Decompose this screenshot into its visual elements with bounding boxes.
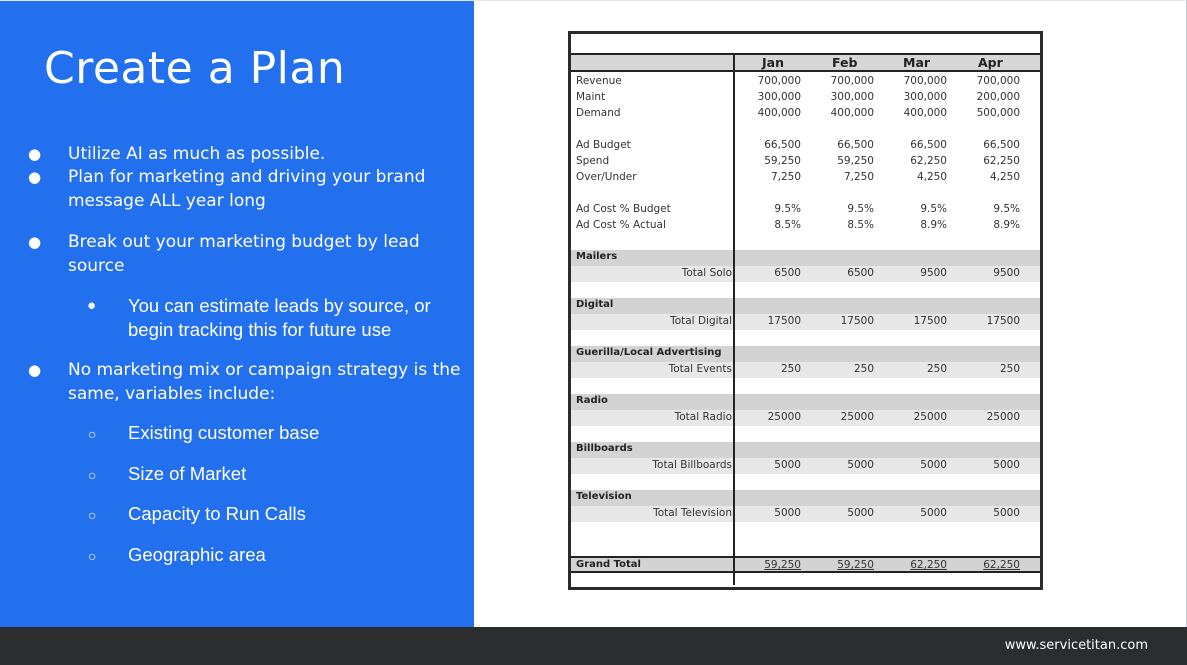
category-row-television: Television — [571, 490, 1040, 506]
bullet-dot-icon: ● — [28, 233, 42, 251]
sub-bullet-item: ○ Existing customer base — [128, 421, 473, 445]
bullet-circle-icon: ○ — [88, 548, 97, 564]
month-header: Mar — [903, 55, 931, 70]
total-row-solo: Total Solo 6500 6500 9500 9500 — [571, 266, 1040, 282]
bullet-dot-icon: ● — [28, 361, 42, 379]
left-text-panel — [0, 1, 474, 628]
bullet-item: ● No marketing mix or campaign strategy is the same, variables include: — [28, 360, 461, 404]
table-row-over-under: Over/Under 7,250 7,250 4,250 4,250 — [576, 171, 1020, 183]
footer-url: www.servicetitan.com — [1004, 638, 1148, 653]
bullet-circle-icon: ○ — [88, 426, 97, 442]
bullet-dot-icon: ● — [87, 297, 97, 314]
category-row-guerilla: Guerilla/Local Advertising — [571, 346, 1040, 362]
sub-bullet-item: ● You can estimate leads by source, or begin tracking this for future use — [87, 295, 431, 340]
table-row-demand: Demand 400,000 400,000 400,000 500,000 — [576, 107, 1020, 119]
sub-bullet-item: ○ Geographic area — [128, 543, 473, 567]
slide-title: Create a Plan — [44, 43, 346, 94]
grand-total-row: Grand Total 59,250 59,250 62,250 62,250 — [571, 556, 1040, 573]
month-header: Feb — [832, 55, 858, 70]
column-divider — [733, 53, 735, 585]
category-row-billboards: Billboards — [571, 442, 1040, 458]
table-row-revenue: Revenue 700,000 700,000 700,000 700,000 — [576, 75, 1020, 87]
bullet-dot-icon: ● — [28, 168, 42, 186]
total-row-radio: Total Radio 25000 25000 25000 25000 — [571, 410, 1040, 426]
month-header: Jan — [762, 55, 784, 70]
category-row-radio: Radio — [571, 394, 1040, 410]
sub-bullet-item: ○ Size of Market — [128, 462, 473, 486]
footer-bar — [0, 627, 1187, 665]
bullet-item: ● Plan for marketing and driving your brand message ALL year long — [28, 167, 426, 211]
total-row-television: Total Television 5000 5000 5000 5000 — [571, 506, 1040, 522]
category-row-digital: Digital — [571, 298, 1040, 314]
month-header-row — [571, 55, 1040, 72]
bullet-item: ● Utilize AI as much as possible. — [28, 144, 326, 164]
bullet-circle-icon: ○ — [88, 467, 97, 483]
table-row-ad-budget: Ad Budget 66,500 66,500 66,500 66,500 — [576, 139, 1020, 151]
table-row-ad-cost-budget: Ad Cost % Budget 9.5% 9.5% 9.5% 9.5% — [576, 203, 1020, 215]
bullet-item: ● Break out your marketing budget by lead source — [28, 232, 420, 276]
table-row-ad-cost-actual: Ad Cost % Actual 8.5% 8.5% 8.9% 8.9% — [576, 219, 1020, 231]
bullet-circle-icon: ○ — [88, 507, 97, 523]
category-row-mailers: Mailers — [571, 250, 1040, 266]
budget-spreadsheet — [568, 31, 1043, 590]
month-header: Apr — [978, 55, 1003, 70]
total-row-digital: Total Digital 17500 17500 17500 17500 — [571, 314, 1040, 330]
total-row-billboards: Total Billboards 5000 5000 5000 5000 — [571, 458, 1040, 474]
table-row-maint: Maint 300,000 300,000 300,000 200,000 — [576, 91, 1020, 103]
bullet-dot-icon: ● — [28, 145, 42, 163]
table-row-spend: Spend 59,250 59,250 62,250 62,250 — [576, 155, 1020, 167]
total-row-events: Total Events 250 250 250 250 — [571, 362, 1040, 378]
sub-bullet-item: ○ Capacity to Run Calls — [128, 502, 473, 526]
